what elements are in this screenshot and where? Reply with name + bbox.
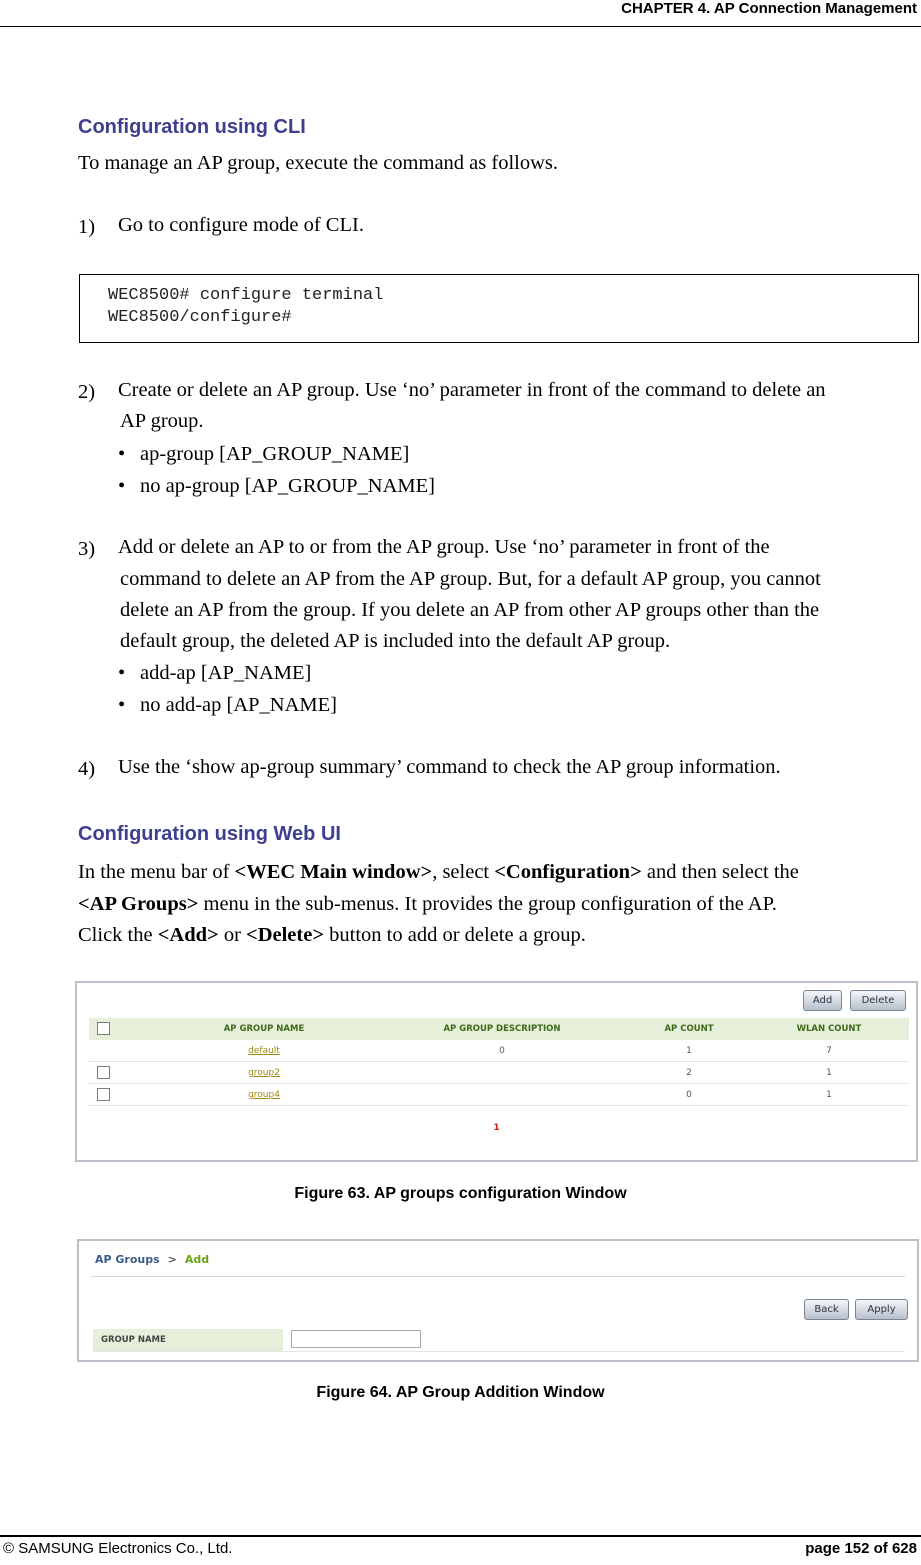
text: button to add or delete a group. bbox=[324, 924, 586, 946]
table-row bbox=[89, 1084, 909, 1106]
table-header bbox=[89, 1018, 909, 1040]
step4-text: Use the ‘show ap-group summary’ command to check the AP group information. bbox=[118, 756, 781, 778]
group-description bbox=[407, 1084, 597, 1106]
web-para-line1 bbox=[78, 857, 799, 888]
group-name-link[interactable]: group4 bbox=[248, 1090, 280, 1100]
delete-button[interactable]: Delete bbox=[850, 990, 906, 1011]
text: In the menu bar of bbox=[78, 861, 235, 883]
menu-ref: <Configuration> bbox=[494, 861, 642, 883]
pagination-page-1[interactable]: 1 bbox=[493, 1123, 500, 1133]
group-name-link[interactable]: group2 bbox=[248, 1068, 280, 1078]
group-name-link[interactable]: default bbox=[248, 1046, 280, 1056]
row-checkbox[interactable] bbox=[97, 1088, 110, 1101]
apply-button[interactable]: Apply bbox=[855, 1299, 908, 1320]
step2-bullet: • no ap-group [AP_GROUP_NAME] bbox=[118, 475, 435, 497]
code-block bbox=[79, 274, 919, 343]
col-ap-group-description[interactable]: AP GROUP DESCRIPTION bbox=[443, 1024, 561, 1034]
select-all-checkbox[interactable] bbox=[97, 1022, 110, 1035]
step2-bullet: • ap-group [AP_GROUP_NAME] bbox=[118, 443, 410, 465]
web-para-line3 bbox=[78, 920, 586, 951]
row-checkbox[interactable] bbox=[97, 1066, 110, 1079]
bullet-text: ap-group [AP_GROUP_NAME] bbox=[140, 443, 410, 465]
menu-ref: <Delete> bbox=[246, 924, 325, 946]
text: or bbox=[218, 924, 247, 946]
bullet-text: no add-ap [AP_NAME] bbox=[140, 694, 337, 716]
step1-number: 1) bbox=[78, 216, 96, 238]
cli-intro: To manage an AP group, execute the command as follows. bbox=[78, 152, 558, 174]
breadcrumb bbox=[95, 1253, 209, 1266]
group-description: 0 bbox=[499, 1046, 505, 1056]
step3-bullet: • no add-ap [AP_NAME] bbox=[118, 694, 337, 716]
col-ap-count[interactable]: AP COUNT bbox=[664, 1024, 714, 1034]
figure-ap-group-add-window bbox=[77, 1239, 919, 1362]
figure-ap-groups-window bbox=[75, 981, 918, 1162]
text: and then select the bbox=[641, 861, 799, 883]
group-name-label: GROUP NAME bbox=[93, 1329, 283, 1351]
step1-text: Go to configure mode of CLI. bbox=[118, 214, 364, 236]
wlan-count: 1 bbox=[826, 1090, 832, 1100]
bullet-text: add-ap [AP_NAME] bbox=[140, 662, 312, 684]
menu-ref: <WEC Main window> bbox=[234, 861, 433, 883]
text: menu in the sub-menus. It provides the group configuration of the AP. bbox=[198, 893, 777, 915]
menu-ref: <Add> bbox=[157, 924, 219, 946]
add-button[interactable]: Add bbox=[803, 990, 842, 1011]
back-button[interactable]: Back bbox=[804, 1299, 849, 1320]
breadcrumb-add: Add bbox=[184, 1253, 210, 1266]
step4-number: 4) bbox=[78, 758, 96, 780]
text: Click the bbox=[78, 924, 158, 946]
group-name-input[interactable] bbox=[291, 1330, 421, 1348]
ap-count: 0 bbox=[686, 1090, 692, 1100]
divider bbox=[91, 1276, 905, 1277]
col-ap-group-name[interactable]: AP GROUP NAME bbox=[223, 1024, 305, 1034]
step3-line2: command to delete an AP from the AP group. But, for a default AP group, you cannot bbox=[120, 568, 821, 590]
code-line: WEC8500# configure terminal bbox=[108, 286, 384, 305]
col-wlan-count[interactable]: WLAN COUNT bbox=[796, 1024, 862, 1034]
step3-line4: default group, the deleted AP is included into the default AP group. bbox=[120, 630, 671, 652]
step3-number: 3) bbox=[78, 538, 96, 560]
section-title-web: Configuration using Web UI bbox=[78, 823, 341, 845]
footer-rule bbox=[0, 1535, 921, 1537]
wlan-count: 1 bbox=[826, 1068, 832, 1078]
table-row bbox=[89, 1040, 909, 1062]
menu-ref: <AP Groups> bbox=[78, 893, 199, 915]
ap-count: 2 bbox=[686, 1068, 692, 1078]
code-line: WEC8500/configure# bbox=[108, 308, 292, 327]
group-description bbox=[407, 1062, 597, 1084]
step3-line1: Add or delete an AP to or from the AP group. Use ‘no’ parameter in front of the bbox=[118, 536, 770, 558]
step2-line2: AP group. bbox=[120, 410, 204, 432]
breadcrumb-separator: > bbox=[167, 1253, 177, 1266]
section-title-cli: Configuration using CLI bbox=[78, 116, 306, 138]
table-row bbox=[89, 1062, 909, 1084]
breadcrumb-ap-groups[interactable]: AP Groups bbox=[95, 1253, 160, 1266]
step2-number: 2) bbox=[78, 381, 96, 403]
bullet-text: no ap-group [AP_GROUP_NAME] bbox=[140, 475, 435, 497]
footer-copyright: © SAMSUNG Electronics Co., Ltd. bbox=[3, 1540, 233, 1557]
footer-page-number: page 152 of 628 bbox=[805, 1540, 917, 1557]
text: , select bbox=[432, 861, 495, 883]
divider bbox=[93, 1351, 905, 1352]
wlan-count: 7 bbox=[826, 1046, 832, 1056]
chapter-header: CHAPTER 4. AP Connection Management bbox=[621, 0, 917, 17]
web-para-line2 bbox=[78, 889, 777, 920]
step3-line3: delete an AP from the group. If you delete an AP from other AP groups other than the bbox=[120, 599, 820, 621]
header-rule bbox=[0, 26, 921, 27]
step2-line1: Create or delete an AP group. Use ‘no’ parameter in front of the command to delete an bbox=[118, 379, 826, 401]
step3-bullet: • add-ap [AP_NAME] bbox=[118, 662, 312, 684]
ap-count: 1 bbox=[686, 1046, 692, 1056]
figure-63-caption: Figure 63. AP groups configuration Window bbox=[294, 1185, 627, 1202]
figure-64-caption: Figure 64. AP Group Addition Window bbox=[316, 1384, 605, 1401]
